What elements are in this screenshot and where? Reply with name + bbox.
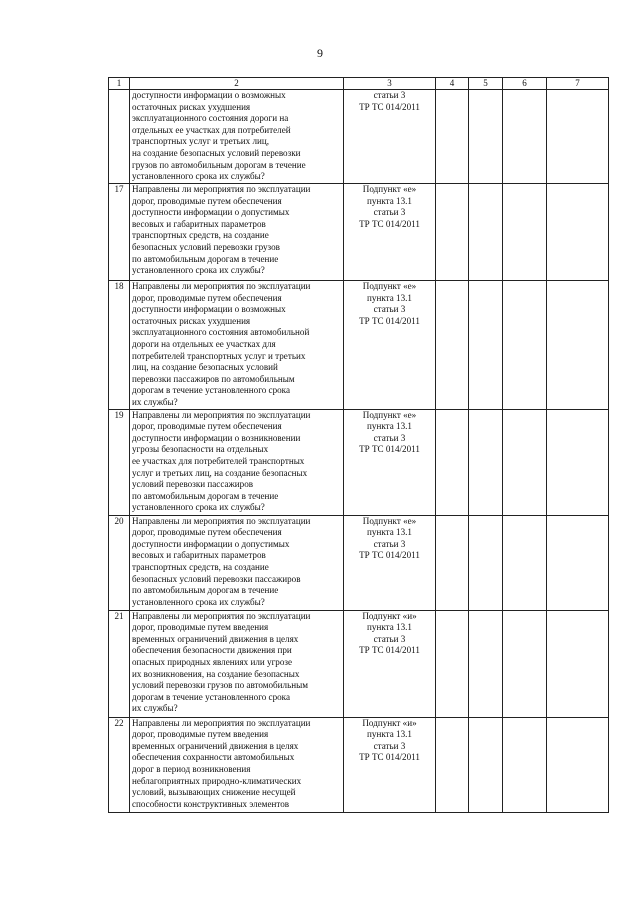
notes-cell[interactable] [547,281,609,410]
answer-cell-na[interactable] [503,515,547,610]
notes-cell[interactable] [547,184,609,281]
legal-reference: Подпункт «е» пункта 13.1 статьи 3 ТР ТС 014/2011 [344,281,436,410]
answer-cell-no[interactable] [469,409,503,515]
question-text: доступности информации о возможных остаточных рисках ухудшения эксплуатационного состояния дороги на отдельных ее участках для потребителей транспортных услуг и третьих лиц, на создание безопасных условий перевозки грузов по автомобильным дорогам в течение установленного срока их службы? [130,90,344,184]
row-number: 21 [109,610,130,717]
answer-cell-no[interactable] [469,717,503,812]
table-row [109,409,609,515]
question-text: Направлены ли мероприятия по эксплуатации дорог, проводимые путем введения временных ограничений движения в целях обеспечения безопасности движения при опасных природных явлениях или угрозе их возникновения, на создание безопасных условий перевозки грузов по автомобильным дорогам в течение установленного срока их службы? [130,610,344,717]
notes-cell[interactable] [547,90,609,184]
table-row [109,90,609,184]
column-header: 6 [503,78,547,90]
row-number: 17 [109,184,130,281]
legal-reference: Подпункт «е» пункта 13.1 статьи 3 ТР ТС 014/2011 [344,515,436,610]
answer-cell-na[interactable] [503,610,547,717]
row-number: 19 [109,409,130,515]
answer-cell-na[interactable] [503,717,547,812]
answer-cell-na[interactable] [503,90,547,184]
checklist-table [108,77,609,813]
question-text: Направлены ли мероприятия по эксплуатации дорог, проводимые путем введения временных ограничений движения в целях обеспечения сохранности автомобильных дорог в период возникновения неблагоприятных природно-климатических условий, вызывающих снижение несущей способности конструктивных элементов [130,717,344,812]
notes-cell[interactable] [547,610,609,717]
legal-reference: статьи 3 ТР ТС 014/2011 [344,90,436,184]
column-header: 3 [344,78,436,90]
legal-reference: Подпункт «и» пункта 13.1 статьи 3 ТР ТС 014/2011 [344,717,436,812]
answer-cell-yes[interactable] [436,717,469,812]
answer-cell-na[interactable] [503,281,547,410]
answer-cell-no[interactable] [469,184,503,281]
table-row [109,515,609,610]
row-number [109,90,130,184]
answer-cell-no[interactable] [469,281,503,410]
legal-reference: Подпункт «и» пункта 13.1 статьи 3 ТР ТС 014/2011 [344,610,436,717]
answer-cell-no[interactable] [469,90,503,184]
column-header: 5 [469,78,503,90]
column-header: 4 [436,78,469,90]
row-number: 22 [109,717,130,812]
answer-cell-no[interactable] [469,610,503,717]
page-number: 9 [317,46,323,60]
question-text: Направлены ли мероприятия по эксплуатации дорог, проводимые путем обеспечения доступности информации о допустимых весовых и габаритных параметров транспортных средств, на создание безопасных условий перевозки пассажиров по автомобильным дорогам в течение установленного срока их службы? [130,515,344,610]
row-number: 18 [109,281,130,410]
answer-cell-yes[interactable] [436,515,469,610]
notes-cell[interactable] [547,409,609,515]
column-header: 2 [130,78,344,90]
legal-reference: Подпункт «е» пункта 13.1 статьи 3 ТР ТС 014/2011 [344,184,436,281]
legal-reference: Подпункт «е» пункта 13.1 статьи 3 ТР ТС 014/2011 [344,409,436,515]
column-number-header [109,78,609,90]
table-row [109,184,609,281]
table-row [109,610,609,717]
question-text: Направлены ли мероприятия по эксплуатации дорог, проводимые путем обеспечения доступности информации о допустимых весовых и габаритных параметров транспортных средств, на создание безопасных условий перевозки грузов по автомобильным дорогам в течение установленного срока их службы? [130,184,344,281]
row-number: 20 [109,515,130,610]
answer-cell-yes[interactable] [436,281,469,410]
answer-cell-na[interactable] [503,409,547,515]
column-header: 1 [109,78,130,90]
notes-cell[interactable] [547,717,609,812]
notes-cell[interactable] [547,515,609,610]
question-text: Направлены ли мероприятия по эксплуатации дорог, проводимые путем обеспечения доступности информации о возникновении угрозы безопасности на отдельных ее участках для потребителей транспортных услуг и третьих лиц, на создание безопасных условий перевозки пассажиров по автомобильным дорогам в течение установленного срока их службы? [130,409,344,515]
table-row [109,281,609,410]
answer-cell-yes[interactable] [436,184,469,281]
answer-cell-yes[interactable] [436,90,469,184]
column-header: 7 [547,78,609,90]
answer-cell-yes[interactable] [436,409,469,515]
table-row [109,717,609,812]
answer-cell-na[interactable] [503,184,547,281]
answer-cell-yes[interactable] [436,610,469,717]
answer-cell-no[interactable] [469,515,503,610]
question-text: Направлены ли мероприятия по эксплуатации дорог, проводимые путем обеспечения доступности информации о возможных остаточных рисках ухудшения эксплуатационного состояния автомобильной дороги на отдельных ее участках для потребителей транспортных услуг и третьих лиц, на создание безопасных условий перевозки пассажиров по автомобильным дорогам в течение установленного срока их службы? [130,281,344,410]
